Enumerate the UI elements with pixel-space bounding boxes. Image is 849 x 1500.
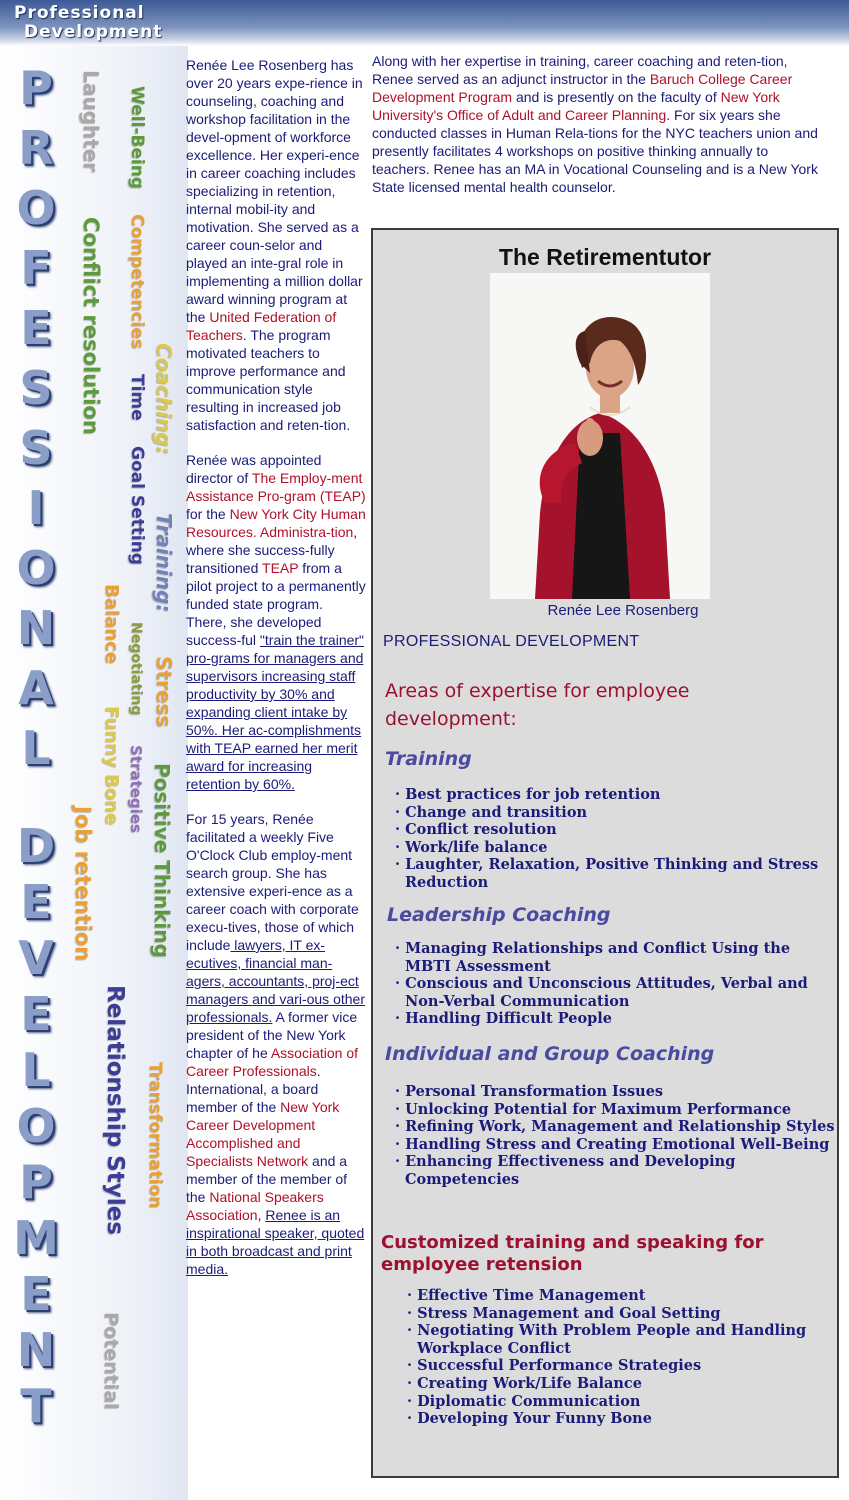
letter: I — [27, 481, 45, 535]
portrait-photo — [490, 273, 710, 599]
page-title-line-2: Development — [24, 22, 163, 42]
link-teap[interactable]: The Employ-ment Assistance Pro-gram (TEAP) — [186, 470, 366, 504]
letter: R — [18, 121, 54, 175]
letter: P — [19, 1155, 53, 1209]
letter: M — [13, 1211, 59, 1265]
letter: E — [20, 301, 52, 355]
letter: L — [21, 1043, 51, 1097]
biography-column — [186, 56, 366, 1295]
group-heading-individual-group: Individual and Group Coaching — [385, 1043, 715, 1065]
group-heading-leadership: Leadership Coaching — [387, 904, 611, 926]
letter: E — [20, 1267, 52, 1321]
letter: P — [19, 61, 53, 115]
list-training — [395, 786, 835, 892]
list-item: · Refining Work, Management and Relationship Styles — [395, 1118, 835, 1136]
collage-word-job-retention: Job retention — [71, 806, 95, 962]
collage-word-relationship-styles: Relationship Styles — [102, 985, 128, 1235]
bio-paragraph-2: Renée was appointed director of The Employ-ment Assistance Pro-gram (TEAP) for the New York City Human Resources. Administra-tion, where she success-fully transitioned TEAP from a pilot project to a permanently funded state program. There, she developed success-ful "train the trainer" pro-grams for managers and supervisors increasing staff productivity by 30% and expanding client intake by 50%. Her ac-complishments with TEAP earned her merit award for increasing retention by 60%. — [186, 452, 366, 792]
list-custom-training — [407, 1287, 827, 1428]
collage-word-training: Training: — [152, 513, 176, 613]
page-title — [14, 4, 162, 42]
letter: S — [19, 361, 53, 415]
link-nyc-human-resources[interactable]: New York City Human Resources. Administra-tion — [186, 506, 366, 540]
vertical-word-development — [10, 818, 62, 1434]
list-item: · Personal Transformation Issues — [395, 1083, 835, 1101]
list-item: · Successful Performance Strategies — [407, 1357, 827, 1375]
letter: E — [20, 875, 52, 929]
list-leadership — [395, 940, 835, 1028]
list-item: · Change and transition — [395, 804, 835, 822]
bio-paragraph-1: Renée Lee Rosenberg has over 20 years expe-rience in counseling, coaching and workshop facilitation in the devel-opment of workforce excellence. Her experi-ence in career coaching includes specializing in retention, internal mobil-ity and motivation. She served as a career coun-selor and played an inte-gral role in implementing a million dollar award winning program at the United Federation of Teachers. The program motivated teachers to improve performance and communication style resulting in increased job satisfaction and reten-tion. — [186, 57, 363, 433]
collage-word-strategies: Strategies — [127, 745, 145, 833]
collage-word-conflict-resolution: Conflict resolution — [79, 217, 103, 435]
group-heading-training: Training — [385, 748, 472, 770]
collage-word-goal-setting: Goal Setting — [127, 446, 147, 565]
letter: F — [20, 241, 52, 295]
panel-title: The Retirementutor — [498, 244, 712, 270]
list-item: · Unlocking Potential for Maximum Performance — [395, 1101, 835, 1119]
link-inspirational-speaker[interactable]: Renee is an inspirational speaker, quoted in both broadcast and print media. — [186, 1207, 365, 1277]
collage-word-negotiating: Negotiating — [128, 622, 144, 716]
letter: O — [16, 541, 56, 595]
list-item: · Stress Management and Goal Setting — [407, 1305, 827, 1323]
collage-word-positive-thinking: Positive Thinking — [150, 763, 174, 958]
collage-word-time: Time — [127, 374, 147, 421]
vertical-word-professional — [10, 58, 62, 778]
list-item: · Handling Difficult People — [395, 1010, 835, 1028]
letter: T — [20, 1379, 52, 1433]
areas-heading: Areas of expertise for employee development: — [385, 680, 690, 730]
letter: N — [16, 601, 56, 655]
custom-training-heading: Customized training and speaking for employee retension — [381, 1232, 764, 1275]
collage-word-laughter: Laughter — [79, 70, 103, 173]
list-item: · Handling Stress and Creating Emotional Well-Being — [395, 1136, 835, 1154]
link-nyu-office[interactable]: New York University's Office of Adult and Career Planning — [372, 89, 780, 123]
collage-word-balance: Balance — [101, 584, 122, 664]
letter: O — [16, 1099, 56, 1153]
list-item: · Best practices for job retention — [395, 786, 835, 804]
list-individual-group — [395, 1083, 835, 1189]
collage-word-coaching: Coaching: — [152, 343, 176, 455]
list-item: · Enhancing Effectiveness and Developing Competencies — [395, 1153, 835, 1188]
letter: V — [18, 931, 54, 985]
link-baruch-college[interactable]: Baruch College Career Development Program — [372, 71, 793, 105]
page-title-line-1: Professional — [14, 3, 145, 23]
collage-word-competencies: Competencies — [127, 214, 147, 349]
link-association-career-professionals[interactable]: Association of Career Professionals — [186, 1045, 359, 1079]
link-ny-career-development-network[interactable]: New York Career Development Accomplished and Specialists Network — [186, 1099, 340, 1169]
list-item: · Effective Time Management — [407, 1287, 827, 1305]
letter: E — [20, 987, 52, 1041]
letter: S — [19, 421, 53, 475]
collage-word-potential: Potential — [100, 1312, 122, 1410]
bio-paragraph-3: For 15 years, Renée facilitated a weekly Five O'Clock Club employ-ment search group. She has extensive experi-ence as a career coach with corporate execu-tives, those of which include lawyers, IT ex-ecutives, financial man-agers, accountants, proj-ect managers and vari-ous other professionals. A former vice president of the New York chapter of he Association of Career Professionals. International, a board member of the New York Career Development Accomplished and Specialists Network and a member of the member of the National Speakers Association, Renee is an inspirational speaker, quoted in both broadcast and print media. — [186, 811, 365, 1277]
link-train-the-trainer[interactable]: "train the trainer" pro-grams for managers and supervisors increasing staff productivity by 30% and expanding client intake by 50%. Her ac-complishments with TEAP earned her merit award for increasing retention by 60%. — [186, 632, 365, 792]
photo-caption: Renée Lee Rosenberg — [547, 602, 699, 619]
collage-word-well-being: Well-Being — [127, 86, 147, 189]
letter: O — [16, 181, 56, 235]
retirementutor-panel — [371, 228, 839, 1478]
portrait-illustration — [490, 273, 710, 599]
collage-word-transformation: Transformation — [145, 1062, 165, 1209]
section-label: PROFESSIONAL DEVELOPMENT — [383, 633, 640, 650]
letter: N — [16, 1323, 56, 1377]
list-item: · Negotiating With Problem People and Handling Workplace Conflict — [407, 1322, 827, 1357]
list-item: · Laughter, Relaxation, Positive Thinking and Stress Reduction — [395, 856, 835, 891]
letter: L — [21, 721, 51, 775]
letter: D — [16, 819, 56, 873]
collage-word-funny-bone: Funny Bone — [101, 706, 122, 825]
list-item: · Developing Your Funny Bone — [407, 1410, 827, 1428]
list-item: · Diplomatic Communication — [407, 1393, 827, 1411]
collage-word-stress: Stress — [152, 656, 176, 728]
list-item: · Conflict resolution — [395, 821, 835, 839]
link-national-speakers-association[interactable]: National Speakers Association — [186, 1189, 324, 1223]
list-item: · Work/life balance — [395, 839, 835, 857]
list-item: · Creating Work/Life Balance — [407, 1375, 827, 1393]
list-item: · Managing Relationships and Conflict Using the MBTI Assessment — [395, 940, 835, 975]
list-item: · Conscious and Unconscious Attitudes, Verbal and Non-Verbal Communication — [395, 975, 835, 1010]
link-professionals[interactable]: lawyers, IT ex-ecutives, financial man-agers, accountants, proj-ect managers and vari-ous other professionals. — [186, 937, 365, 1025]
link-united-federation-of-teachers[interactable]: United Federation of Teachers — [186, 309, 337, 343]
link-teap-2[interactable]: TEAP — [262, 560, 299, 576]
letter: A — [18, 661, 54, 715]
intro-paragraph: Along with her expertise in training, career coaching and reten-tion, Renee served as an adjunct instructor in the Baruch College Career Development Program and is presently on the faculty of New York University's Office of Adult and Career Planning. For six years she conducted classes in Human Rela-tions for the NYC teachers union and presently facilitates 4 workshops on positive thinking annually to teachers. Renee has an MA in Vocational Counseling and is a New York State licensed mental health counselor. — [372, 53, 818, 195]
